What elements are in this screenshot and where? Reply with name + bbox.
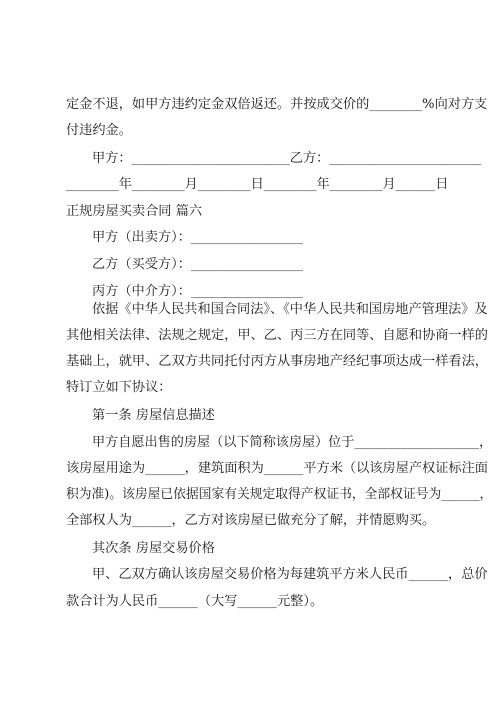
- clause-deposit-line-1: 定金不退，如甲方违约定金双倍返还。并按成交价的________%向对方支: [66, 97, 488, 112]
- basis-line-4: 特订立如下协议：: [66, 380, 172, 395]
- article-2-heading: 其次条 房屋交易价格: [92, 541, 215, 556]
- clause-deposit-line-2: 付违约金。: [66, 123, 132, 138]
- basis-line-1: 依据《中华人民共和国合同法》、《中华人民共和国房地产管理法》及: [92, 302, 488, 317]
- article-1-line-2: 该房屋用途为______，建筑面积为______平方米（以该房屋产权证标注面: [66, 461, 488, 476]
- party-a-seller: 甲方（出卖方）：_________________: [92, 230, 303, 245]
- party-b-buyer: 乙方（买受方）：_________________: [92, 257, 303, 272]
- signature-line: 甲方：________________________乙方：_______________________: [92, 151, 482, 166]
- contract-title: 正规房屋买卖合同 篇六: [66, 204, 203, 219]
- party-c-agent: 丙方（中介方）：_________________: [92, 284, 303, 299]
- article-1-line-3: 积为准)。该房屋已依据国家有关规定取得产权证书，全部权证号为______，: [66, 487, 493, 502]
- article-1-line-1: 甲方自愿出售的房屋（以下简称该房屋）位于___________________，: [92, 435, 493, 450]
- article-1-heading: 第一条 房屋信息描述: [92, 408, 215, 423]
- article-2-line-2: 款合计为人民币______（大写______元整）。: [66, 594, 324, 609]
- basis-line-2: 其他相关法律、法规之规定，甲、乙、丙三方在同等、自愿和协商一样的: [66, 328, 488, 343]
- basis-line-3: 基础上，就甲、乙双方共同托付丙方从事房地产经纪事项达成一样看法，: [66, 354, 488, 369]
- article-1-line-4: 全部权人为______，乙方对该房屋已做充分了解，并情愿购买。: [66, 513, 436, 528]
- date-line: ________年________月________日________年________月______日: [66, 177, 449, 192]
- article-2-line-1: 甲、乙双方确认该房屋交易价格为每建筑平方米人民币______，总价: [92, 567, 488, 582]
